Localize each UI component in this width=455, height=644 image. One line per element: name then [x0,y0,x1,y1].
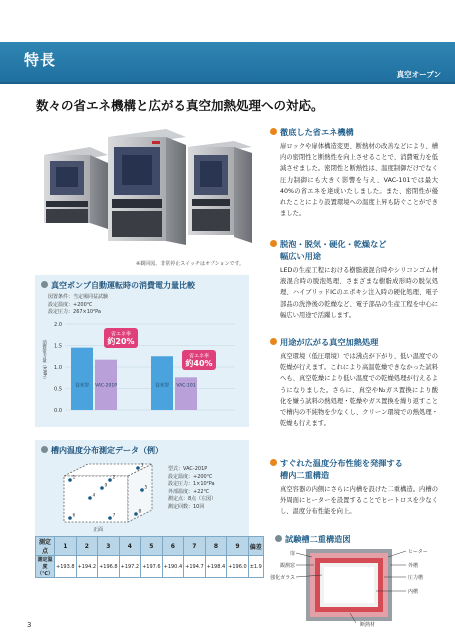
double-structure-title: 試験槽二重構造図 [275,533,351,545]
energy-chart [35,318,249,422]
distribution-panel-title: 槽内温度分布測定データ（例） [35,440,249,456]
table-cell: +197.6 [141,556,163,578]
measurement-point-label: 9 [104,483,108,489]
condition-row: 設定温度：+200℃ [48,301,93,308]
y-tick-label: 1.0 [54,364,62,371]
y-tick-label: 0.0 [54,407,62,414]
measurement-point [134,512,138,516]
oven-small [44,147,108,229]
y-tick-label: 1.5 [54,343,62,350]
bar-label: 従来型 [75,383,89,389]
table-row [36,556,264,578]
energy-panel-title: 真空ポンプ自動運転時の消費電力量比較 [35,275,249,291]
column-header: 偏差 [248,537,263,556]
feature-2-body: LEDの生産工程における樹脂液混合時やシリコンゴム材液混合時の脱泡処理、さまざまな樹脂成形時の脱気処理、ハイブリッドICのエポキシ注入時の硬化処理、電子部品の洗浄後の乾燥など、電子部品の生産工程を中心に幅広い用途で活躍します。 [280,267,438,319]
measurement-point-label: 2 [112,475,116,481]
banner-title: 特長 [24,51,57,69]
measurement-point-label: 4 [92,493,96,499]
feature-4-body: 真空容器の内側にさらに内槽を設けた二重構造。内槽の外周面にヒーターを設置することでヒートロスを少なくし、温度分布性能を向上。 [280,486,438,516]
column-header: 2 [76,537,98,556]
diagram-label-pressure: 圧力槽 [408,575,424,581]
y-tick-label: 2.0 [54,321,62,328]
feature-3-body: 真空環境（低圧環境）では沸点が下がり、低い温度での乾燥が行えます。これにより高温乾燥できなかった試料へも、真空乾燥により低い温度での乾燥処理が行えるようになりました。さらに、真空やN₂ガス置換により酸化を嫌う試料の熱処理・乾燥やガス置換を繰り返すことで槽内の不純物を少なくし、クリーン環境での熱処理・乾燥も行えます。 [280,353,438,428]
bar-label: VAC-101 [176,383,196,389]
callout-label: 省エネ率 [110,331,132,338]
condition-line: 設定温度：+200℃ [168,473,213,480]
feature-4-title: すぐれた温度分布性能を発揮する [270,457,403,469]
measurement-point-label: 1 [72,475,76,481]
distribution-conditions [168,466,216,511]
bar [71,348,93,410]
feature-4-title-line2: 槽内二重構造 [280,470,330,480]
section-banner [0,42,455,82]
feature-2-title: 脱泡・脱気・硬化・乾燥など [270,238,386,250]
feature-1-title: 徹底した省エネ機構 [270,126,354,138]
page-headline: 数々の省エネ機構と広がる真空加熱処理への対応。 [36,98,324,113]
table-header-label: 測定点 [36,537,55,556]
table-header-row [36,537,264,556]
row-label: 測定温度（℃） [37,557,54,577]
bullet-icon [270,240,277,247]
column-header: 3 [98,537,120,556]
measurement-point [68,478,72,482]
measurement-point-label: 8 [138,509,142,515]
column-header: 4 [119,537,141,556]
table-cell: +196.8 [98,556,120,578]
bullet-icon [270,459,277,466]
table-cell: ±1.9 [248,556,263,578]
table-cell: +198.4 [205,556,227,578]
column-header: 9 [227,537,249,556]
measurement-point [108,478,112,482]
bar-label: 従来型 [155,383,169,389]
table-cell: +194.7 [184,556,206,578]
bar-label: VAC-201P [95,383,117,389]
condition-line: 外部温度：+22℃ [168,488,210,495]
diagram-label-heater: ヒーター [408,549,428,555]
banner-tag: 真空オーブン [396,70,441,79]
diagram-label-insulation: 断熱材 [360,622,376,628]
table-cell: +190.4 [162,556,184,578]
bar [175,377,197,410]
measurement-point [100,486,104,490]
measurement-point-label: 6 [72,513,76,519]
column-header: 7 [184,537,206,556]
diagram-label-glass: 強化ガラス [270,575,295,581]
bullet-icon [270,338,277,345]
table-cell: +197.2 [119,556,141,578]
table-cell: +194.2 [76,556,98,578]
bullet-icon [275,535,282,542]
measurement-point [68,516,72,520]
page-number: 3 [27,621,32,629]
y-axis-label: 消費電力量（kWh） [41,340,47,382]
callout-label: 省エネ率 [188,353,210,360]
callout-value: 約40% [185,359,213,368]
measurement-point [136,466,140,470]
double-structure-diagram [270,547,442,628]
diagram-label-window: 観測窓 [279,563,295,569]
photo-caption: ※観回図、非常停止スイッチはオプションです。 [136,261,245,267]
oven-large [108,129,186,245]
bullet-icon [41,446,48,453]
diagram-label-outer: 外槽 [408,563,419,569]
callout-value: 約20% [107,337,135,346]
energy-conditions [48,294,108,317]
column-header: 6 [162,537,184,556]
feature-1-body: 扉ロックや扉体構造変更、断熱材の改善などにより、槽内の密閉性と断熱性を向上させることで、消費電力を低減させました。密閉性と断熱性は、温度制御だけでなく圧力制御にも大きく影響を与え、VAC-101では最大40%の省エネを達成いたしました。また、密閉性が優れたことにより設置環境への温度上昇も防ぐことができました。 [280,143,438,218]
condition-row: 設定圧力：267×10²Pa [48,309,101,315]
front-label: 正面 [92,527,104,533]
condition-line: 測定回数：10回 [168,503,205,510]
bullet-icon [41,281,48,288]
oven-medium [188,141,252,243]
product-photo [38,125,256,255]
measurement-point-label: 7 [112,513,116,519]
measurement-point [140,488,144,492]
y-tick-label: 0.5 [54,386,62,393]
diagram-label-door: 扉 [289,551,295,557]
condition-line: 型式：VAC-201P [168,466,208,472]
measurement-point [88,496,92,500]
column-header: 5 [141,537,163,556]
banner-divider [0,82,455,84]
bullet-icon [270,128,277,135]
diagram-label-inner: 内槽 [408,589,419,595]
condition-row: 図置条件：当定場同益試験 [48,294,109,300]
condition-line: 測定点：8点（左図） [168,496,217,502]
column-header: 1 [55,537,77,556]
feature-2-title-line2: 幅広い用途 [280,251,321,261]
table-cell: +196.0 [227,556,249,578]
measurement-point [108,516,112,520]
measurement-cube-diagram [50,458,160,534]
table-cell: +193.8 [55,556,77,578]
feature-3-title: 用途が広がる真空加熱処理 [270,336,378,348]
column-header: 8 [205,537,227,556]
measurement-point-label: 3 [140,463,144,469]
temperature-table [35,536,264,578]
condition-line: 設定圧力：1×10²Pa [168,481,215,487]
measurement-point-label: 5 [144,485,148,491]
